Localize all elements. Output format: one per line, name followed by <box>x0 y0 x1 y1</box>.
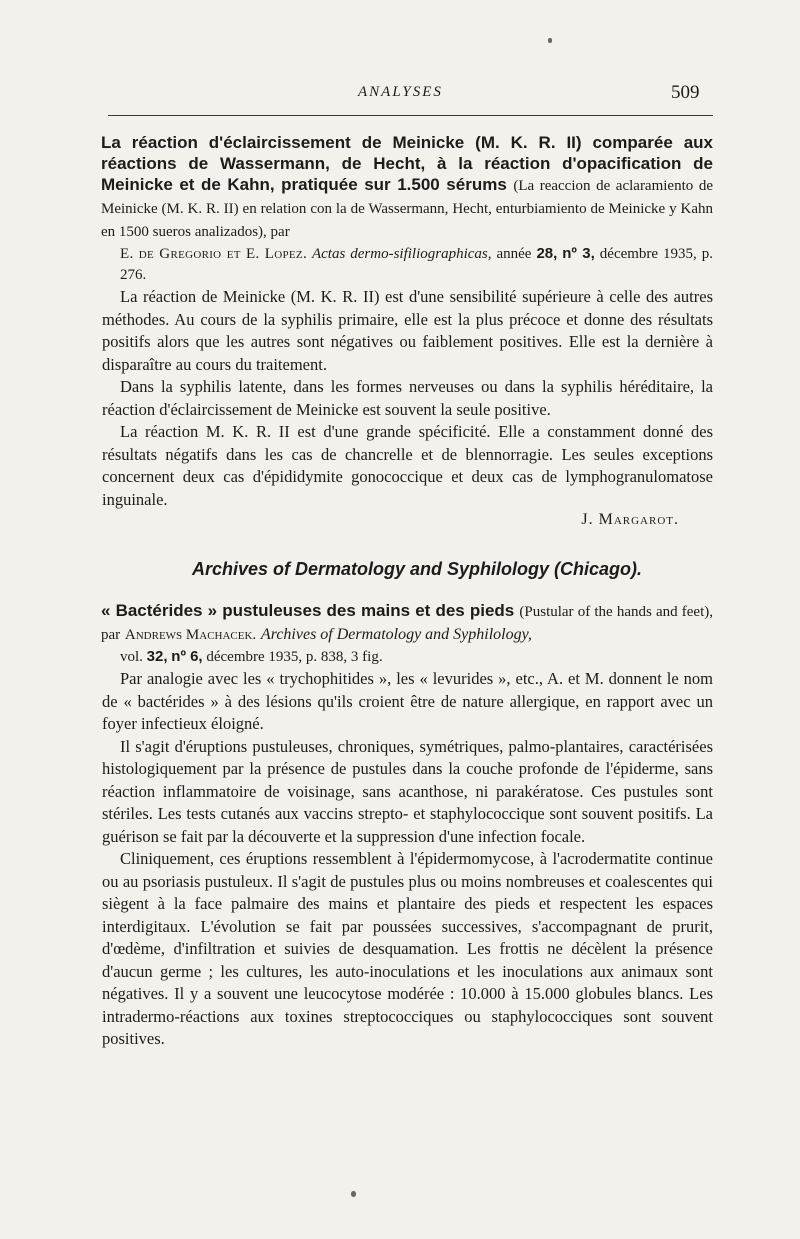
article-2-vol-label: vol. <box>120 649 143 665</box>
article-2-paragraph: Par analogie avec les « trychophitides », les « levurides », etc., A. et M. donnent le nom de « bactérides » à des lésions qu'ils croient être de nature allergique, en rapport avec un foyer infectieux éloigné. <box>102 669 713 733</box>
ink-speck <box>548 38 552 43</box>
article-1-paragraph: La réaction de Meinicke (M. K. R. II) est d'une sensibilité supérieure à celle des autres méthodes. Au cours de la syphilis primaire, elle est la plus précoce et donne des résultats positifs alors que les autres sont négatives ou faiblement positives. Elle est la dernière à disparaître au cours du traitement. <box>102 287 713 374</box>
article-1-journal: Actas dermo-sifiliographicas, <box>311 246 492 262</box>
header-rule <box>108 115 713 116</box>
article-2-citation <box>120 646 713 668</box>
article-2 <box>97 600 713 1051</box>
article-1-year-label: année <box>496 246 532 262</box>
article-2-issue: nº 6, <box>171 648 203 665</box>
article-2-date-pages: décembre 1935, p. 838, 3 fig. <box>206 649 383 665</box>
article-1-paragraph: Dans la syphilis latente, dans les formes nerveuses ou dans la syphilis héréditaire, la réaction d'éclaircissement de Meinicke est souvent la seule positive. <box>102 377 713 419</box>
page-content <box>97 126 713 1051</box>
article-1-title-text: La réaction d'éclaircissement de Meinicke (M. K. R. II) comparée aux réactions de Wassermann, de Hecht, à la réaction d'opacification de Meinicke et de Kahn, pratiquée sur 1.500 sérums <box>101 133 713 194</box>
article-1-title <box>97 126 713 243</box>
article-2-title-text: « Bactérides » pustuleuses des mains et des pieds <box>101 601 515 620</box>
article-2-paragraph: Il s'agit d'éruptions pustuleuses, chroniques, symétriques, palmo-plantaires, caractérisées histologiquement par la présence de pustules dans la couche profonde de l'épiderme, sans réaction inflammatoire de voisinage, sans acanthose, ni parakératose. Ces pustules sont stériles. Les tests cutanés aux vaccins strepto- et staphylococcique sont souvent positifs. La guérison se fait par la découverte et la suppression d'une infection focale. <box>102 736 713 846</box>
article-2-journal: Archives of Dermatology and Syphilology, <box>260 626 532 643</box>
article-1-authors: E. de Gregorio et E. Lopez. <box>120 246 307 262</box>
article-2-paragraph: Cliniquement, ces éruptions ressemblent à l'épidermomycose, à l'acrodermatite continue ou au psoriasis pustuleux. Il s'agit de pustules plus ou moins nombreuses et coalescentes qui siègent à la face palmaire des mains et plantaire des pieds et respectent les espaces interdigitaux. L'évolution se fait par poussées successives, s'accompagnant de prurit, d'œdème, d'infiltration et suivies de desquamation. Les frottis ne décèlent la présence d'aucun germe ; les cultures, les auto-inoculations et les inoculations aux animaux sont négatives. Il y a souvent une leucocytose modérée : 10.000 à 15.000 globules blancs. Les intradermo-réactions aux toxines streptococciques ou staphylococciques sont souvent positives. <box>102 849 713 1048</box>
article-2-english-ref: (Pustular of the hands and feet), par <box>101 604 713 643</box>
article-1-citation <box>120 243 713 286</box>
article-2-title <box>97 600 713 646</box>
ink-speck <box>351 1191 356 1197</box>
article-1-volume: 28, <box>536 245 558 262</box>
article-2-volume: 32, <box>146 648 168 665</box>
article-1-spanish-ref: (La reaccion de aclaramiento de Meinicke (M. K. R. II) en relation con la de Wassermann, Hecht, enturbiamiento de Meinicke y Kahn en 1500 sueros analizados), par <box>101 178 713 240</box>
running-title: ANALYSES <box>358 84 443 100</box>
page-number: 509 <box>671 82 700 103</box>
article-2-author: Andrews Machacek. <box>124 627 257 643</box>
article-1 <box>97 126 713 529</box>
article-1-date-pages: décembre 1935, p. 276. <box>120 246 714 283</box>
article-1-paragraph: La réaction M. K. R. II est d'une grande spécificité. Elle a constamment donné des résultats négatifs dans les cas de chancrelle et de blennorragie. Les seules exceptions concernent deux cas d'épididymite gonococcique et deux cas de lymphogranulomatose inguinale. <box>102 422 713 509</box>
section-heading: Archives of Dermatology and Syphilology (Chicago). <box>191 559 643 579</box>
article-1-signature: J. Margarot. <box>581 511 679 528</box>
article-1-issue: nº 3, <box>562 245 595 262</box>
